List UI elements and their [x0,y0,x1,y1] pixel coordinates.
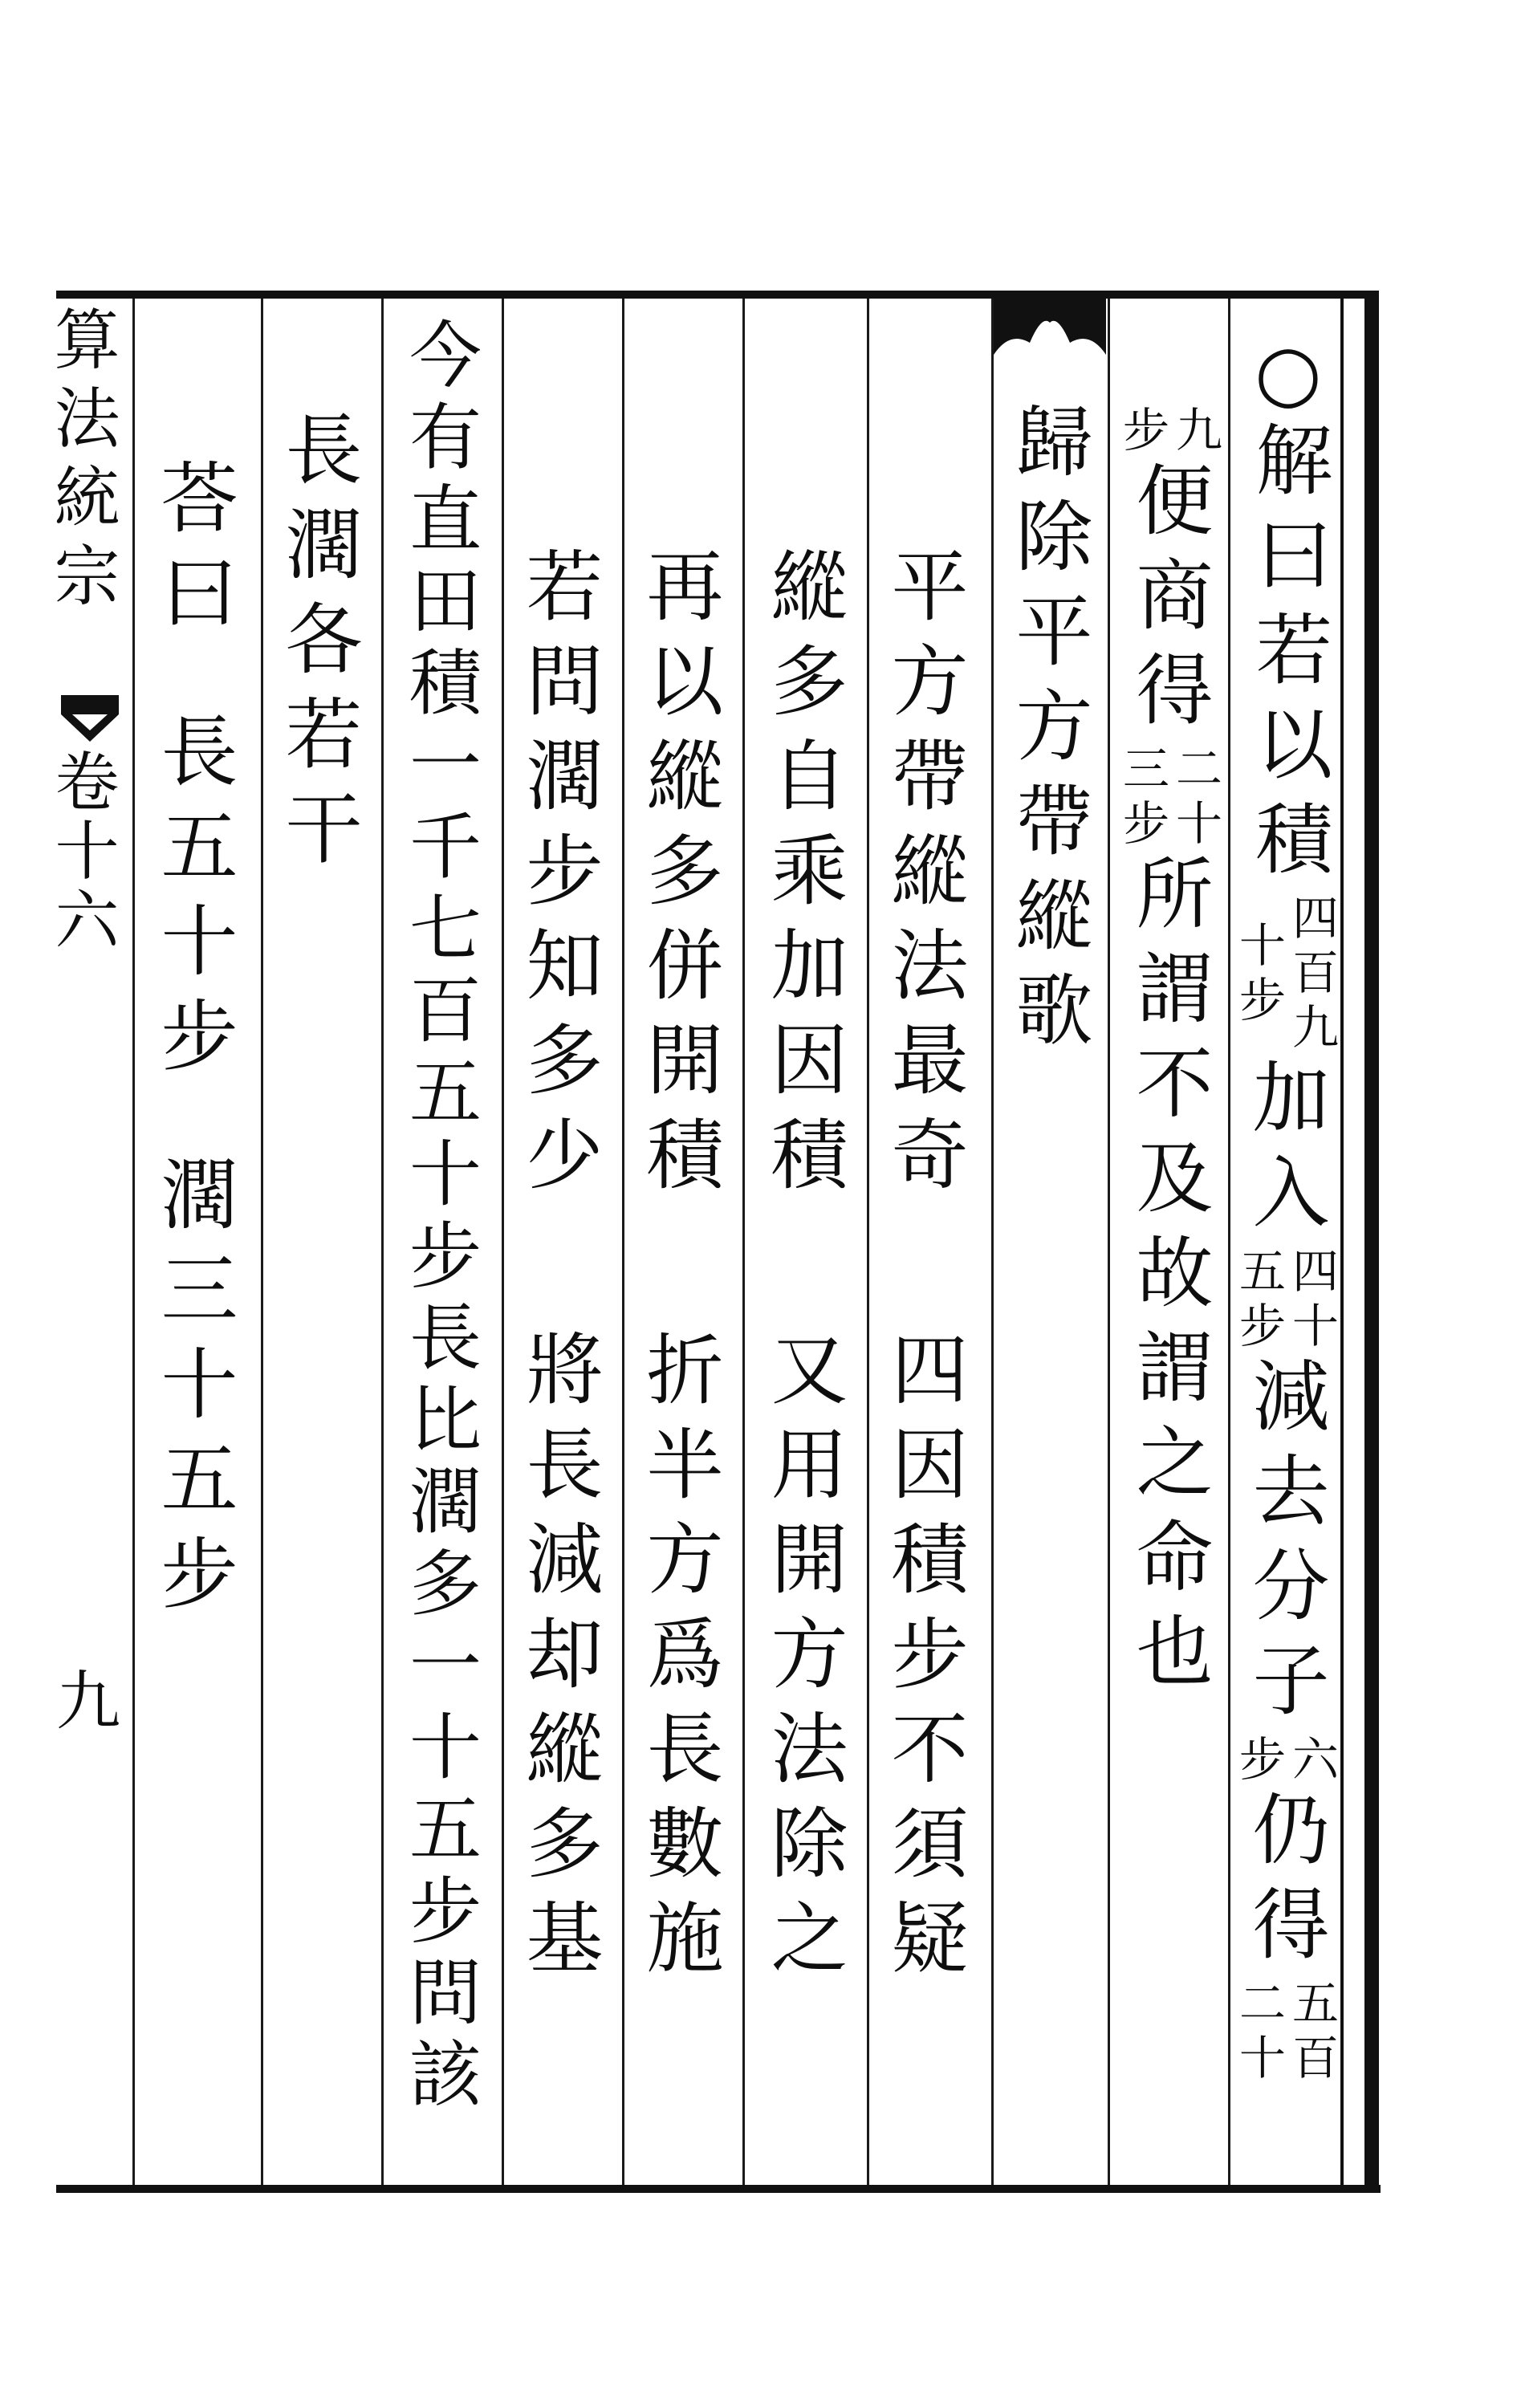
column-rule [867,299,869,2185]
main-text: 所謂不及故謂之命也 [1124,853,1214,1706]
annotation-right: 二十 [1168,744,1222,853]
annotation-left: 五步 [1231,1247,1286,1356]
verse-line: 折半方爲長數施 [634,1329,724,1992]
column-verse-2 [758,546,855,1992]
column-rule [502,299,504,2185]
main-text: 解曰若以積 [1243,420,1333,893]
verse-line: 將長減却縱多基 [514,1329,604,1992]
frame-right-border [1364,291,1379,2193]
ornament-block [994,299,1106,395]
column-rule [991,299,994,2185]
column-verse-4 [514,546,610,1992]
problem-text: 今有直田積一千七百五十步長比濶多一十五步問該 [396,317,481,2118]
annotation-left: 步 [1115,405,1169,460]
column-song-title [1003,401,1100,1064]
column-rule [622,299,624,2185]
column-rule [742,299,745,2185]
verse-line: 又用開方法除之 [758,1329,848,1992]
main-text: 仍得 [1240,1789,1330,1979]
verse-line: 平方帶縱法最奇 [879,546,969,1209]
column-verse-3 [634,546,730,1992]
annotation-right: 四十 [1284,1247,1339,1356]
frame-right-inner-border [1340,299,1344,2185]
column-problem-continued [273,409,369,883]
frame-bottom-border [56,2185,1381,2193]
column-rule [132,299,135,2185]
annotation-left: 十步 [1231,921,1286,1030]
answer-width: 濶三十五步 [148,1154,238,1628]
annotation-pair [1231,1735,1340,1789]
annotation-pair [1115,744,1223,853]
verse-line: 再以縱多併開積 [634,546,724,1209]
fishtail-mark-icon [58,692,122,748]
annotation-pair [1115,405,1223,460]
annotation-right: 四百九 [1284,893,1339,1057]
column-problem [393,317,490,2118]
column-verse-1 [879,546,975,1992]
volume-label: 卷十六 [44,748,119,955]
frame-top-border [56,291,1372,299]
annotation-left: 二十 [1231,1979,1286,2088]
circle-marker: ○ [1255,327,1322,417]
problem-text: 長濶各若干 [273,409,363,883]
annotation-pair [1231,1247,1340,1356]
main-text: 減去分子 [1240,1356,1330,1735]
verse-line: 四因積步不須疑 [879,1329,969,1992]
column-solution-explanation [1231,325,1339,2088]
column-rule [1228,299,1230,2185]
column-answer [148,458,245,1628]
main-text: 便商得 [1124,460,1214,744]
column-rule [261,299,263,2185]
annotation-pair [1231,893,1340,1057]
answer-label: 荅曰 [148,458,238,647]
book-title: 算法統宗 [43,305,120,620]
annotation-right: 九 [1168,405,1222,460]
annotation-right: 六 [1284,1735,1339,1789]
margin-column [43,305,130,955]
column-rule [1108,299,1110,2185]
column-rule [381,299,384,2185]
annotation-right: 五百 [1284,1979,1339,2088]
verse-line: 若問濶步知多少 [514,546,604,1209]
annotation-pair [1231,1979,1340,2088]
main-text: 加入 [1240,1057,1330,1247]
annotation-left: 三步 [1115,744,1169,853]
verse-line: 縱多自乘加因積 [758,546,848,1209]
page-number: 九 [56,1664,120,1739]
column-solution-continued [1115,405,1224,1706]
song-title: 歸除平方帶縱歌 [1003,401,1093,1064]
answer-length: 長五十步 [148,711,238,1090]
annotation-left: 步 [1231,1735,1286,1789]
